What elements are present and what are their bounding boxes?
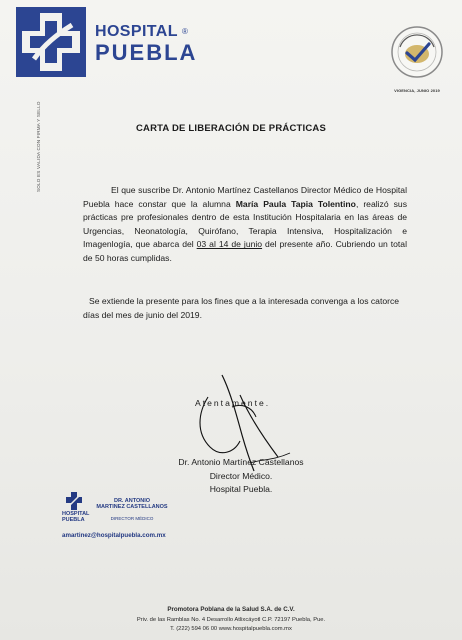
body-text-3: del presente año. Cubriendo un total de 50 horas cumplidas. (83, 239, 407, 263)
signer-block (171, 456, 311, 497)
body-text-1: El que suscribe Dr. Antonio Martínez Castellanos Director Médico de Hospital Puebla hace constar que la alumna (83, 185, 407, 209)
stamp-director-name (90, 498, 174, 510)
footer-address: Priv. de las Ramblas No. 4 Desarrollo Atlixcáyotl C.P. 72197 Puebla, Pue. (136, 617, 326, 623)
logo-line-2: PUEBLA (95, 40, 198, 65)
stamp-email: amartinez@hospitalpuebla.com.mx (62, 532, 166, 539)
director-stamp (62, 492, 182, 548)
stamp-name-line-1: DR. ANTONIO (113, 498, 151, 504)
stamp-cross-icon (66, 492, 82, 510)
footer-contact: T. (222) 594 06 00 www.hospitalpuebla.com.mx (170, 626, 292, 632)
stamp-name-line-2: MARTINEZ CASTELLANOS (96, 504, 168, 510)
logo-line-1: HOSPITAL (95, 23, 178, 40)
closing-text: Se extiende la presente para los fines que a la interesada convenga a los catorce días del mes de junio del 2019. (83, 296, 400, 320)
body-text-2: , realizó sus prácticas pre profesionales dentro de esta Institución Hospitalaria en las áreas de Urgencias, Neonatología, Quirófano, Terapia Intensiva, Hospitalización e Imagenlogía, que abarca del (83, 198, 407, 250)
certification-validity: VIGENCIA, JUNIO 2019 (394, 88, 440, 93)
signer-organization: Hospital Puebla. (209, 484, 273, 495)
closing-paragraph (83, 295, 413, 322)
certification-seal-icon (390, 25, 444, 79)
stamp-hospital-name: HOSPITAL PUEBLA (62, 511, 90, 523)
practice-date-range: 03 al 14 de junio (196, 239, 263, 250)
stamp-director-role: DIRECTOR MÉDICO (110, 516, 154, 521)
document-title: CARTA DE LIBERACIÓN DE PRÁCTICAS (135, 123, 327, 134)
footer-company: Promotora Poblana de la Salud S.A. de C.V. (167, 606, 295, 613)
validity-margin-note: SOLO ES VALIDA CON FIRMA Y SELLO (36, 101, 41, 192)
signer-name: Dr. Antonio Martínez Castellanos (178, 457, 304, 467)
hospital-cross-logo-icon (16, 7, 86, 77)
signer-title: Director Médico. (209, 470, 273, 481)
registered-mark: ® (182, 27, 188, 36)
student-name: María Paula Tapia Tolentino (235, 198, 356, 209)
farewell-text: Atentamente. (195, 398, 271, 408)
body-paragraph (83, 184, 407, 266)
